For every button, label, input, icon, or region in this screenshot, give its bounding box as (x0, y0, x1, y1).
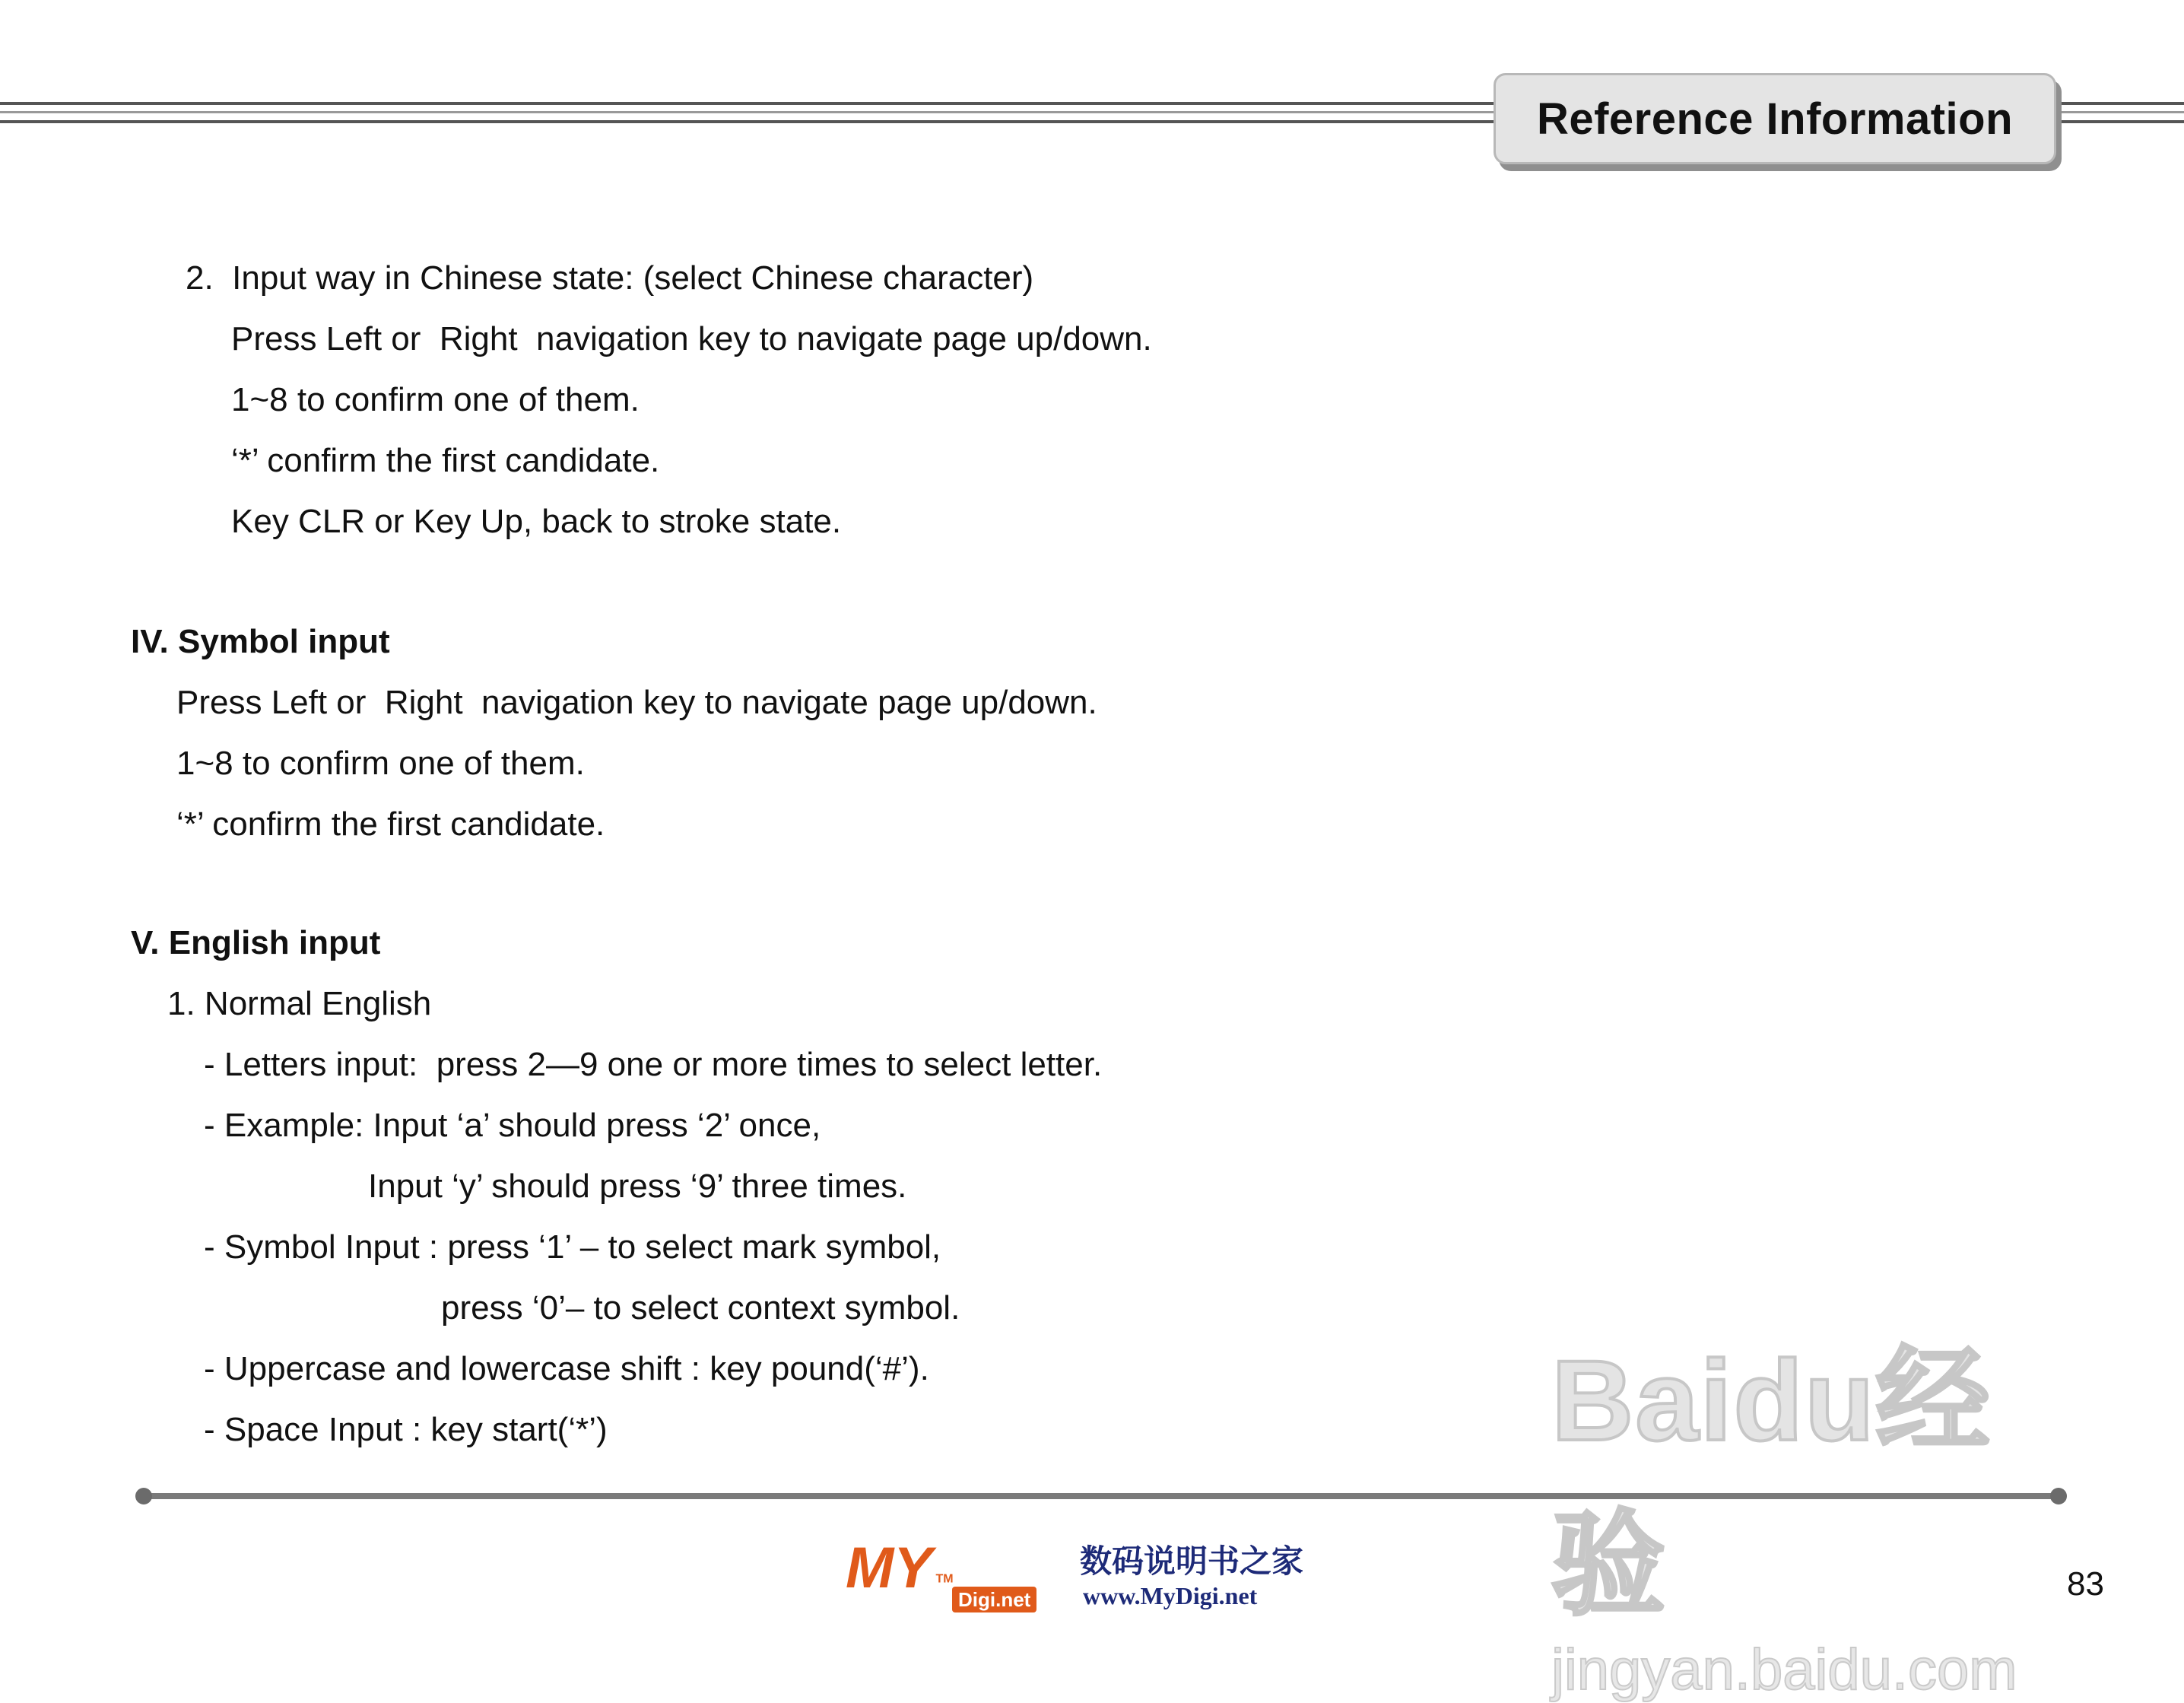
symbol-line: 1~8 to confirm one of them. (176, 745, 585, 782)
logo-cn-text: 数码说明书之家 (1080, 1543, 1304, 1579)
symbol-line: Press Left or Right navigation key to navigate page up/down. (176, 684, 1097, 721)
header-rule-right (2059, 102, 2184, 125)
symbol-line: ‘*’ confirm the first candidate. (176, 805, 605, 843)
english-line: - Letters input: press 2—9 one or more times to select letter. (204, 1046, 1103, 1083)
english-line: press ‘0’– to select context symbol. (441, 1289, 960, 1326)
page-number: 83 (2067, 1565, 2104, 1603)
english-line: Input ‘y’ should press ‘9’ three times. (368, 1168, 907, 1205)
english-line: - Symbol Input : press ‘1’ – to select mark symbol, (204, 1228, 941, 1266)
symbol-heading: IV. Symbol input (131, 623, 390, 660)
english-line: - Example: Input ‘a’ should press ‘2’ once, (204, 1107, 821, 1144)
baidu-watermark (1551, 1308, 2053, 1702)
footer-rule (135, 1488, 2067, 1504)
logo-tm: TM (935, 1572, 954, 1586)
chinese-line: Press Left or Right navigation key to navigate page up/down. (231, 320, 1152, 357)
header-rule-left (0, 102, 1506, 125)
watermark-sub: jingyan.baidu.com (1551, 1638, 2017, 1702)
chinese-heading: 2. Input way in Chinese state: (select Chinese character) (186, 259, 1034, 297)
logo-my: MY (846, 1536, 932, 1600)
rule-endpoint (2050, 1488, 2067, 1504)
mydigi-logo (846, 1535, 1348, 1619)
english-line: - Uppercase and lowercase shift : key pound(‘#’). (204, 1350, 929, 1387)
chinese-line: 1~8 to confirm one of them. (231, 381, 640, 418)
english-line: - Space Input : key start(‘*’) (204, 1411, 608, 1448)
rule-endpoint (135, 1488, 152, 1504)
section-tab (1494, 73, 2056, 164)
chinese-line: ‘*’ confirm the first candidate. (231, 442, 660, 479)
logo-url: www.MyDigi.net (1083, 1582, 1258, 1609)
watermark-main: Baidu经验 (1551, 1336, 1992, 1628)
page-title: Reference Information (1536, 94, 2014, 144)
english-heading: V. English input (131, 924, 381, 961)
chinese-line: Key CLR or Key Up, back to stroke state. (231, 503, 842, 540)
english-subheading: 1. Normal English (167, 985, 432, 1022)
logo-digi: Digi.net (952, 1587, 1036, 1612)
